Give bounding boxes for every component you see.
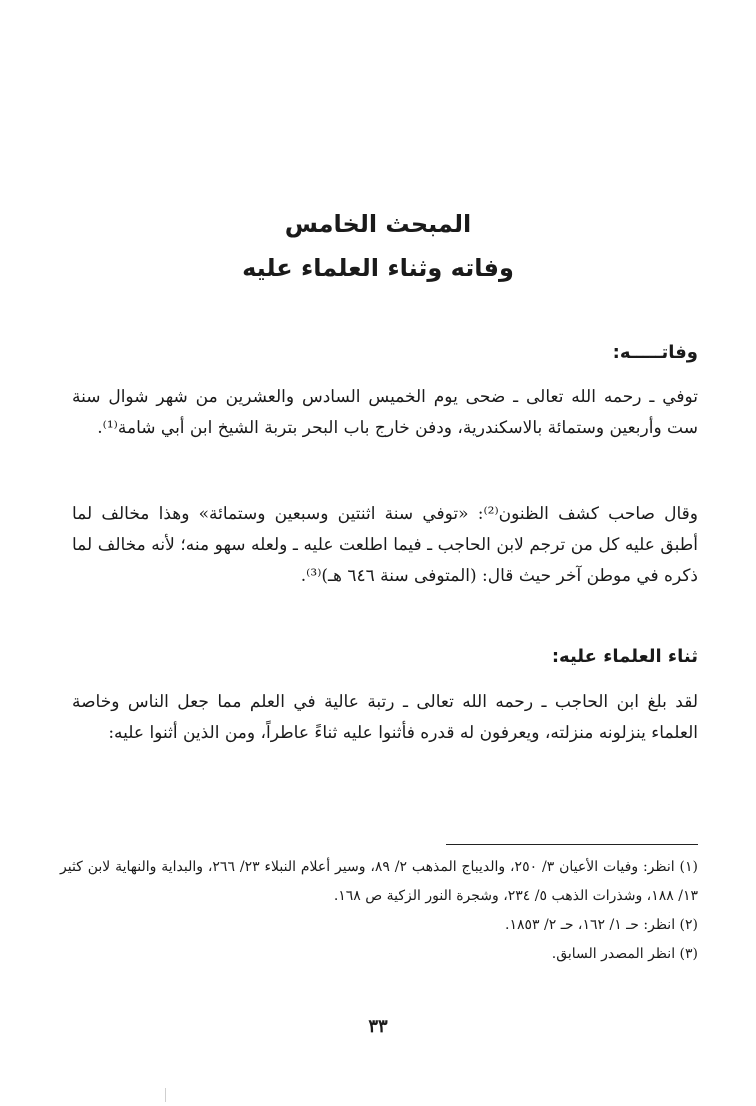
chapter-title: المبحث الخامس <box>284 210 472 238</box>
footnote-item: (١) انظر: وفيات الأعيان ٣/ ٢٥٠، والديباج المذهب ٢/ ٨٩، وسير أعلام النبلاء ٢٣/ ٢٦٦، والبداية والنهاية لابن كثير ١٣/ ١٨٨، وشذرات الذهب ٥/ ٢٣٤، وشجرة النور الزكية ص ١٦٨. <box>60 859 698 904</box>
footnote-divider <box>446 844 698 845</box>
death-section-heading: وفاتـــــه: <box>612 342 698 363</box>
page-number: ٣٣ <box>368 1016 388 1037</box>
praise-section-heading: ثناء العلماء عليه: <box>551 646 698 667</box>
footnote-item: (٢) انظر: حـ ١/ ١٦٢، حـ ٢/ ١٨٥٣. <box>505 917 698 933</box>
death-date-discussion-paragraph: وقال صاحب كشف الظنون⁽²⁾: «توفي سنة اثنتين وسبعين وستمائة» وهذا مخالف لما أطبق عليه كل من ترجم لابن الحاجب ـ فيما اطلعت عليه ـ ولعله سهو منه؛ لأنه مخالف لما ذكره في موطن آخر حيث قال: (المتوفى سنة ٦٤٦ هـ)⁽³⁾. <box>72 504 698 586</box>
praise-paragraph: لقد بلغ ابن الحاجب ـ رحمه الله تعالى ـ رتبة عالية في العلم مما جعل الناس وخاصة العلماء ينزلونه منزلته، ويعرفون له قدره فأثنوا عليه ثناءً عاطراً، ومن الذين أثنوا عليه: <box>72 692 698 743</box>
chapter-subtitle: وفاته وثناء العلماء عليه <box>242 254 514 282</box>
scan-artifact <box>165 1088 166 1102</box>
footnote-item: (٣) انظر المصدر السابق. <box>551 946 698 962</box>
footnotes-list <box>60 853 698 969</box>
death-paragraph: توفي ـ رحمه الله تعالى ـ ضحى يوم الخميس السادس والعشرين من شهر شوال سنة ست وأربعين وستمائة بالاسكندرية، ودفن خارج باب البحر بتربة الشيخ ابن أبي شامة⁽¹⁾. <box>72 387 698 438</box>
